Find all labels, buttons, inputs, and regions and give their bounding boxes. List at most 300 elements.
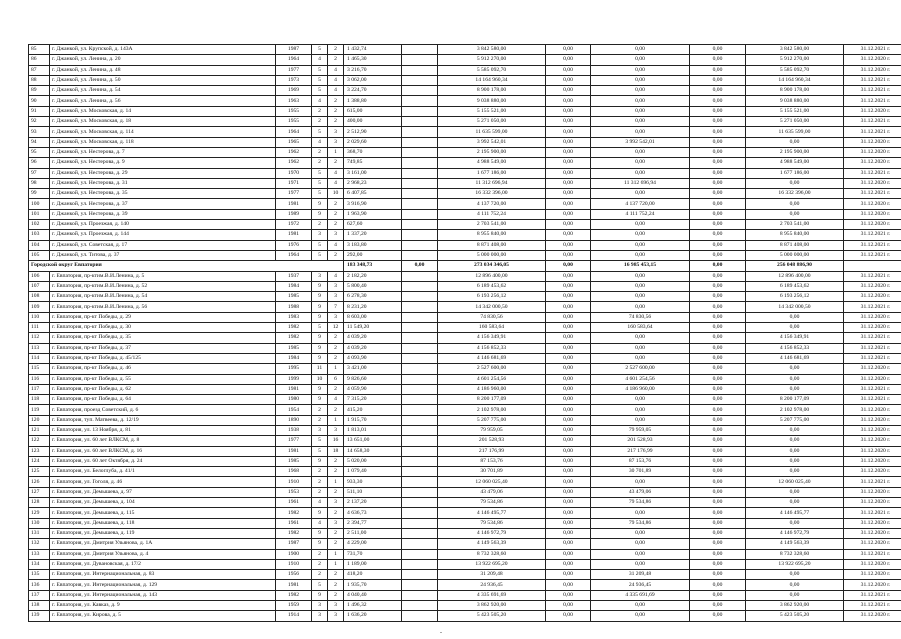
table-cell: 3 — [328, 498, 344, 508]
table-cell: 0,00 — [591, 559, 690, 569]
table-row — [29, 127, 901, 137]
table-cell: 0,00 — [690, 353, 746, 363]
table-cell: 31.12.2020 г. — [844, 323, 901, 333]
table-cell — [402, 271, 438, 281]
table-cell: 4 — [312, 137, 328, 147]
table-cell: г. Евпатория, пр-кт Победы, д. 62 — [50, 384, 276, 394]
table-cell: 0,00 — [546, 209, 591, 219]
table-row — [29, 498, 901, 508]
table-cell: 0,00 — [690, 96, 746, 106]
table-cell: 0,00 — [591, 395, 690, 405]
table-cell — [402, 117, 438, 127]
table-cell: 418,20 — [344, 570, 402, 580]
table-cell: 89 — [29, 86, 50, 96]
table-cell — [402, 209, 438, 219]
table-cell: 31.12.2021 г. — [844, 189, 901, 199]
table-cell: г. Евпатория, ул. 13 Ноября, д. 81 — [50, 425, 276, 435]
table-cell: 0,00 — [746, 137, 844, 147]
table-cell: 137 — [29, 590, 50, 600]
table-cell: 0,00 — [546, 55, 591, 65]
table-cell — [402, 75, 438, 85]
table-cell: 0,00 — [546, 96, 591, 106]
table-cell: 0,00 — [746, 374, 844, 384]
table-cell: 0,00 — [746, 312, 844, 322]
table-cell: 96 — [29, 158, 50, 168]
section-total: 273 034 346,05 — [438, 261, 546, 271]
table-cell: 0,00 — [546, 353, 591, 363]
table-cell: 2 — [328, 333, 344, 343]
table-cell: 3 842 580,00 — [746, 45, 844, 55]
table-cell: 5 — [312, 65, 328, 75]
table-cell: г. Джанкой, ул. Московская, д. 18 — [50, 117, 276, 127]
table-cell: г. Джанкой, ул. Проезжая, д. 144 — [50, 230, 276, 240]
table-cell: 0,00 — [546, 487, 591, 497]
table-cell: 8 231,20 — [344, 302, 402, 312]
table-cell: 1 465,30 — [344, 55, 402, 65]
table-cell: 131 — [29, 528, 50, 538]
table-cell: 1955 — [276, 117, 312, 127]
table-cell: 5 423 505,20 — [438, 611, 546, 621]
table-cell: 3 862 920,00 — [438, 601, 546, 611]
table-cell: 4 — [328, 178, 344, 188]
table-cell: 2 — [312, 467, 328, 477]
table-cell: 2 — [328, 96, 344, 106]
table-cell: 0,00 — [690, 590, 746, 600]
table-cell: г. Евпатория, ул. Белоглуба, д. 41/1 — [50, 467, 276, 477]
table-cell: 31.12.2021 г. — [844, 86, 901, 96]
table-row — [29, 580, 901, 590]
page-footer-mark: - — [440, 630, 442, 636]
table-cell: 0,00 — [690, 405, 746, 415]
table-cell: 1981 — [276, 199, 312, 209]
table-cell: 0,00 — [746, 178, 844, 188]
table-cell: 2 527 600,00 — [591, 364, 690, 374]
table-cell: 4 111 752,24 — [591, 209, 690, 219]
table-row — [29, 374, 901, 384]
table-cell: 4 — [328, 271, 344, 281]
table-cell: 1977 — [276, 189, 312, 199]
table-cell: 123 — [29, 446, 50, 456]
table-cell — [402, 425, 438, 435]
table-cell: 0,00 — [690, 127, 746, 137]
table-cell: 2 703 541,00 — [746, 220, 844, 230]
table-cell: 1 — [328, 549, 344, 559]
table-cell: 125 — [29, 467, 50, 477]
table-cell: 8 603,00 — [344, 312, 402, 322]
table-cell: 0,00 — [546, 467, 591, 477]
table-cell: 0,00 — [690, 333, 746, 343]
table-cell: 0,00 — [546, 292, 591, 302]
table-cell: 31.12.2020 г. — [844, 158, 901, 168]
table-cell: 31.12.2021 г. — [844, 271, 901, 281]
table-cell: 1 — [328, 477, 344, 487]
table-cell: 5 — [312, 178, 328, 188]
table-cell: 1982 — [276, 508, 312, 518]
table-cell: 4 156 349,91 — [438, 333, 546, 343]
table-cell: 8 200 177,09 — [438, 395, 546, 405]
table-cell: 0,00 — [591, 601, 690, 611]
table-row — [29, 508, 901, 518]
housing-register-table — [28, 44, 901, 622]
table-cell: 118 — [29, 395, 50, 405]
table-cell: 31.12.2020 г. — [844, 55, 901, 65]
table-cell: 0,00 — [591, 147, 690, 157]
table-cell: 1969 — [276, 86, 312, 96]
table-cell: г. Евпатория, ул. 60 лет ВЛКСМ, д. 8 — [50, 436, 276, 446]
table-cell: 4 — [328, 168, 344, 178]
table-cell: 31.12.2021 г. — [844, 549, 901, 559]
table-row — [29, 415, 901, 425]
table-cell: 6 193 256,12 — [746, 292, 844, 302]
table-cell: г. Евпатория, ул. Кирова, д. 5 — [50, 611, 276, 621]
table-cell: 0,00 — [690, 86, 746, 96]
table-row — [29, 137, 901, 147]
table-cell: 0,00 — [690, 611, 746, 621]
table-cell — [402, 199, 438, 209]
table-cell: 1 677 186,00 — [438, 168, 546, 178]
table-row — [29, 467, 901, 477]
table-cell: 9 — [312, 199, 328, 209]
table-cell: 5 912 270,00 — [746, 55, 844, 65]
table-cell: 201 528,93 — [591, 436, 690, 446]
table-cell: г. Евпатория, ул. Интернациональная, д. 129 — [50, 580, 276, 590]
table-cell: 0,00 — [690, 364, 746, 374]
table-cell: 5 000 000,00 — [438, 250, 546, 260]
table-cell: 4 146 972,79 — [746, 528, 844, 538]
table-cell: 5 — [312, 250, 328, 260]
table-cell: 0,00 — [690, 106, 746, 116]
table-cell: 0,00 — [546, 405, 591, 415]
table-cell: 1938 — [276, 425, 312, 435]
table-cell: 1982 — [276, 323, 312, 333]
table-cell: 1954 — [276, 405, 312, 415]
table-cell: 87 153,76 — [591, 456, 690, 466]
section-col6: 0,00 — [402, 261, 438, 271]
table-cell: 120 — [29, 415, 50, 425]
table-cell: 0,00 — [591, 75, 690, 85]
table-cell: 731,70 — [344, 549, 402, 559]
table-cell: 7 — [328, 302, 344, 312]
table-cell: 4 156 852,33 — [746, 343, 844, 353]
table-cell: 1962 — [276, 158, 312, 168]
table-cell: 1963 — [276, 96, 312, 106]
table-cell — [402, 292, 438, 302]
table-cell: 103 — [29, 230, 50, 240]
table-cell: 0,00 — [746, 487, 844, 497]
table-cell: 2 — [328, 158, 344, 168]
table-cell: 0,00 — [591, 117, 690, 127]
table-cell: 0,00 — [690, 189, 746, 199]
table-cell: 0,00 — [546, 65, 591, 75]
table-cell: 31 209,48 — [438, 570, 546, 580]
table-cell: 0,00 — [546, 580, 591, 590]
table-cell: 0,00 — [690, 580, 746, 590]
table-cell: 11 — [312, 364, 328, 374]
table-cell: 2 — [328, 250, 344, 260]
table-cell: 31.12.2021 г. — [844, 127, 901, 137]
table-cell: 3 — [328, 230, 344, 240]
table-cell: 4 — [328, 75, 344, 85]
table-row — [29, 96, 901, 106]
table-cell: 0,00 — [546, 601, 591, 611]
table-cell: 2 — [328, 580, 344, 590]
table-cell: 0,00 — [591, 549, 690, 559]
table-row — [29, 75, 901, 85]
table-cell: 31.12.2020 г. — [844, 281, 901, 291]
table-cell — [402, 250, 438, 260]
table-cell: 31.12.2021 г. — [844, 508, 901, 518]
table-cell: г. Джанкой, ул. Нестерова, д. 9 — [50, 158, 276, 168]
table-cell: 0,00 — [690, 281, 746, 291]
table-cell: 0,00 — [591, 271, 690, 281]
table-cell — [402, 570, 438, 580]
table-cell: 1972 — [276, 220, 312, 230]
table-row — [29, 323, 901, 333]
table-cell: 4 111 752,24 — [438, 209, 546, 219]
table-cell: 0,00 — [546, 456, 591, 466]
table-cell — [402, 168, 438, 178]
table-cell: 0,00 — [690, 487, 746, 497]
table-cell: 31.12.2020 г. — [844, 539, 901, 549]
table-cell: 0,00 — [690, 147, 746, 157]
table-cell: 135 — [29, 570, 50, 580]
table-cell: 3 — [328, 292, 344, 302]
table-cell: 0,00 — [546, 127, 591, 137]
table-cell: 18 — [328, 446, 344, 456]
table-cell — [402, 528, 438, 538]
table-cell: 0,00 — [546, 425, 591, 435]
table-cell: 129 — [29, 508, 50, 518]
table-cell: 4 149 563,39 — [746, 539, 844, 549]
table-cell: 4 229,00 — [344, 539, 402, 549]
table-cell: 1 079,40 — [344, 467, 402, 477]
section-c10: 0,00 — [690, 261, 746, 271]
table-cell: 1984 — [276, 353, 312, 363]
table-cell: 10 — [328, 189, 344, 199]
table-cell: 0,00 — [546, 611, 591, 621]
table-row — [29, 178, 901, 188]
table-cell: 74 830,56 — [591, 312, 690, 322]
table-cell: 90 — [29, 96, 50, 106]
table-cell: 1 677 186,00 — [746, 168, 844, 178]
table-cell: г. Евпатория, ул. Демышева, д. 97 — [50, 487, 276, 497]
table-cell: 0,00 — [546, 250, 591, 260]
table-cell: 4 146 681,69 — [746, 353, 844, 363]
table-row — [29, 292, 901, 302]
table-cell: 0,00 — [690, 158, 746, 168]
table-cell: 160 583,64 — [438, 323, 546, 333]
table-cell: 31.12.2020 г. — [844, 178, 901, 188]
table-row — [29, 611, 901, 621]
table-row — [29, 518, 901, 528]
table-cell: 0,00 — [591, 158, 690, 168]
table-cell: 31 209,48 — [591, 570, 690, 580]
table-cell: 0,00 — [546, 384, 591, 394]
table-cell: г. Евпатория, проезд Советский, д. 6 — [50, 405, 276, 415]
table-cell: 2 — [312, 405, 328, 415]
table-cell: 4 — [328, 86, 344, 96]
table-cell: 5 — [312, 189, 328, 199]
table-cell: 9 — [312, 528, 328, 538]
table-cell: 14 164 960,34 — [438, 75, 546, 85]
table-cell: 16 332 396,00 — [746, 189, 844, 199]
table-cell: 0,00 — [591, 230, 690, 240]
table-cell: 2 — [312, 117, 328, 127]
table-cell: 1976 — [276, 240, 312, 250]
table-cell: 0,00 — [690, 549, 746, 559]
table-cell: 0,00 — [690, 117, 746, 127]
table-cell: 2 — [312, 158, 328, 168]
table-cell: 4 186 960,00 — [438, 384, 546, 394]
table-cell: 1900 — [276, 549, 312, 559]
table-cell: 0,00 — [591, 55, 690, 65]
table-cell: 31.12.2020 г. — [844, 425, 901, 435]
table-cell: 4 988 549,00 — [438, 158, 546, 168]
table-cell: 2 — [328, 220, 344, 230]
table-cell: 12 896 400,00 — [746, 271, 844, 281]
table-cell: 79 959,05 — [591, 425, 690, 435]
table-cell: 130 — [29, 518, 50, 528]
table-cell: 4 146 972,79 — [438, 528, 546, 538]
table-cell: 105 — [29, 250, 50, 260]
table-cell: 31.12.2020 г. — [844, 570, 901, 580]
table-row — [29, 477, 901, 487]
table-row — [29, 539, 901, 549]
table-cell — [402, 364, 438, 374]
table-cell: 31.12.2021 г. — [844, 96, 901, 106]
table-cell: 4 093,90 — [344, 353, 402, 363]
table-cell: 1985 — [276, 292, 312, 302]
table-cell: 1 496,32 — [344, 601, 402, 611]
table-cell: 5 585 092,70 — [438, 65, 546, 75]
table-cell: 615,00 — [344, 106, 402, 116]
table-cell: 11 635 599,00 — [746, 127, 844, 137]
table-cell: 2 — [328, 353, 344, 363]
table-cell: 0,00 — [546, 477, 591, 487]
table-cell: 1973 — [276, 75, 312, 85]
table-cell: 1959 — [276, 601, 312, 611]
table-cell: 0,00 — [746, 456, 844, 466]
table-cell: 136 — [29, 580, 50, 590]
table-cell — [402, 220, 438, 230]
table-cell: 1910 — [276, 477, 312, 487]
table-cell — [402, 230, 438, 240]
table-cell: 1965 — [276, 137, 312, 147]
table-cell: 111 — [29, 323, 50, 333]
table-cell: 0,00 — [591, 96, 690, 106]
table-cell: 30 701,89 — [591, 467, 690, 477]
table-cell: 2 — [328, 467, 344, 477]
table-cell — [402, 323, 438, 333]
table-cell: 292,00 — [344, 250, 402, 260]
table-cell: 0,00 — [690, 240, 746, 250]
table-cell: 2 195 900,00 — [746, 147, 844, 157]
table-cell: 0,00 — [546, 559, 591, 569]
table-cell: 0,00 — [591, 415, 690, 425]
table-cell: 160 583,64 — [591, 323, 690, 333]
table-cell: 3 — [312, 271, 328, 281]
table-cell: 0,00 — [690, 518, 746, 528]
table-cell: 0,00 — [746, 323, 844, 333]
table-cell: 0,00 — [690, 467, 746, 477]
table-cell: 1981 — [276, 580, 312, 590]
table-cell: г. Джанкой, ул. Ленина, д. 20 — [50, 55, 276, 65]
table-cell: 113 — [29, 343, 50, 353]
table-cell — [402, 590, 438, 600]
table-cell: 0,00 — [690, 220, 746, 230]
table-row — [29, 147, 901, 157]
table-cell: г. Джанкой, ул. Ленина, д. 54 — [50, 86, 276, 96]
table-row — [29, 55, 901, 65]
table-cell: 98 — [29, 178, 50, 188]
table-cell: 0,00 — [690, 65, 746, 75]
table-cell: 0,00 — [746, 446, 844, 456]
table-cell: 107 — [29, 281, 50, 291]
table-cell: 0,00 — [591, 250, 690, 260]
table-cell: 31.12.2020 г. — [844, 220, 901, 230]
table-cell: 1983 — [276, 312, 312, 322]
table-cell — [402, 487, 438, 497]
table-cell: 2 — [328, 528, 344, 538]
table-cell — [402, 147, 438, 157]
table-cell: 97 — [29, 168, 50, 178]
table-cell: 2 — [328, 405, 344, 415]
table-cell: 126 — [29, 477, 50, 487]
table-cell: 2 — [328, 539, 344, 549]
table-cell: г. Евпатория, пр-кт Победы, д. 30 — [50, 323, 276, 333]
table-cell: г. Евпатория, пр-кт Победы, д. 29 — [50, 312, 276, 322]
table-cell: 2 — [328, 487, 344, 497]
table-cell: 0,00 — [690, 292, 746, 302]
table-cell — [402, 374, 438, 384]
table-cell: г. Джанкой, ул. Советская, д. 17 — [50, 240, 276, 250]
table-cell: 30 701,89 — [438, 467, 546, 477]
table-cell — [402, 158, 438, 168]
table-cell: 119 — [29, 405, 50, 415]
table-cell: 9 — [312, 302, 328, 312]
table-cell: г. Джанкой, ул. Нестерова, д. 7 — [50, 147, 276, 157]
table-cell: 0,00 — [591, 65, 690, 75]
table-cell: 0,00 — [546, 199, 591, 209]
table-cell: 0,00 — [591, 168, 690, 178]
table-cell: 0,00 — [690, 456, 746, 466]
table-cell: 110 — [29, 312, 50, 322]
table-cell: 9 — [312, 395, 328, 405]
table-cell: 1 935,70 — [344, 580, 402, 590]
table-cell: 0,00 — [690, 415, 746, 425]
table-cell: 9 — [312, 312, 328, 322]
table-cell: 1964 — [276, 55, 312, 65]
table-cell: г. Евпатория, пр-кт Победы, д. 45/125 — [50, 353, 276, 363]
table-cell: 4 186 960,00 — [591, 384, 690, 394]
table-cell: 5 — [312, 323, 328, 333]
table-cell: 31.12.2020 г. — [844, 405, 901, 415]
table-cell: 0,00 — [746, 384, 844, 394]
table-cell: 1977 — [276, 65, 312, 75]
table-cell: 0,00 — [690, 559, 746, 569]
table-cell: г. Евпатория, пр-кт Победы, д. 35 — [50, 333, 276, 343]
table-cell: 0,00 — [546, 364, 591, 374]
table-cell: 3 — [328, 127, 344, 137]
table-cell: 12 — [328, 323, 344, 333]
table-row — [29, 436, 901, 446]
table-cell: г. Джанкой, ул. Ленина, д. 56 — [50, 96, 276, 106]
table-row — [29, 570, 901, 580]
table-cell: 31.12.2020 г. — [844, 106, 901, 116]
table-cell: 0,00 — [746, 498, 844, 508]
table-cell: 0,00 — [591, 405, 690, 415]
table-cell: 2 — [328, 106, 344, 116]
